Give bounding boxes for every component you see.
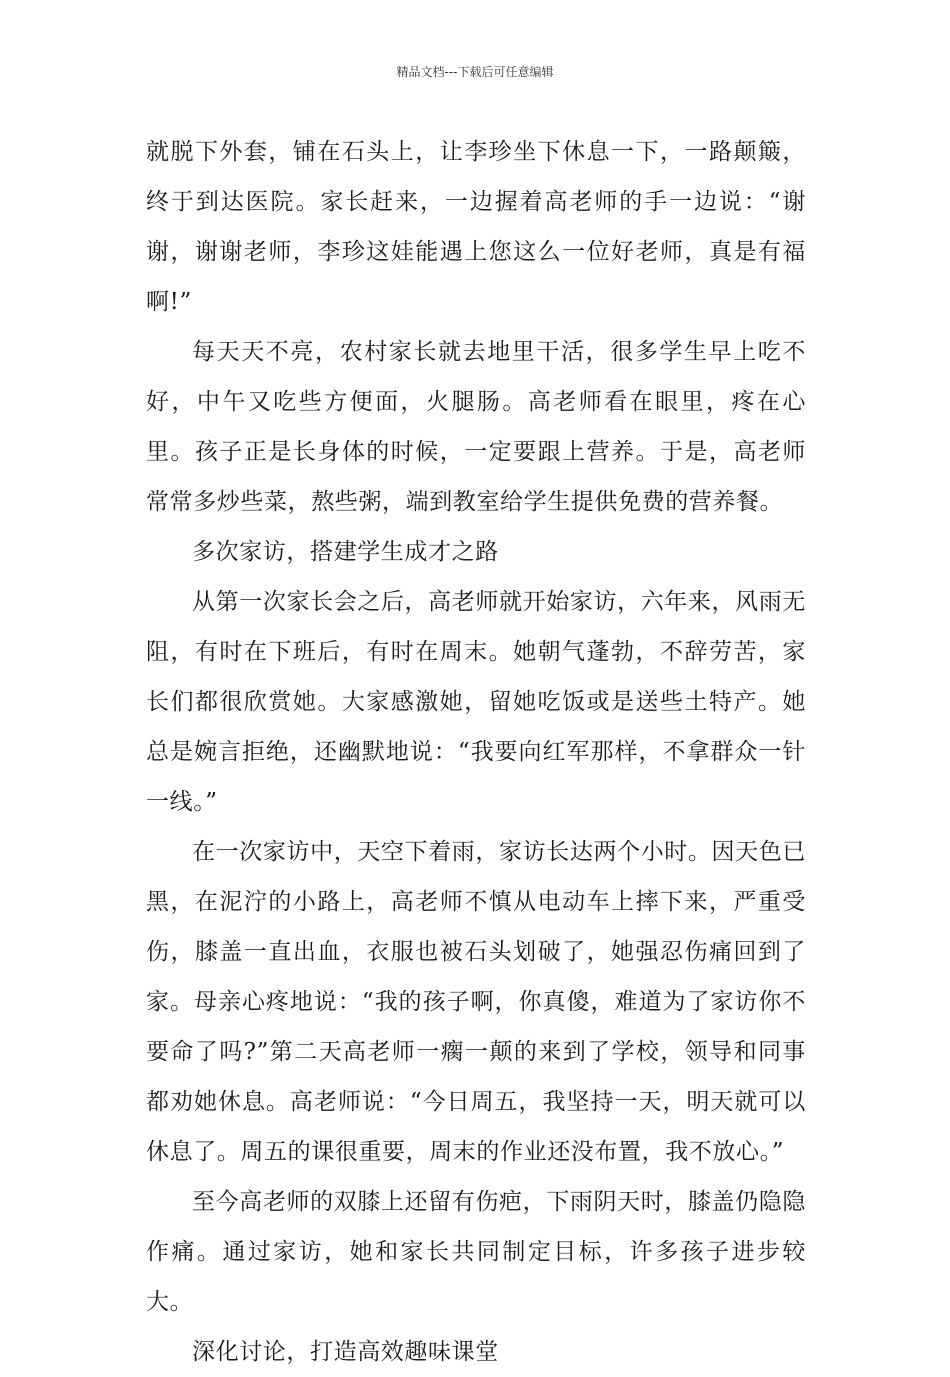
document-body [146,127,806,1377]
page-header: 精品文档---下载后可任意编辑 [396,65,554,79]
section-heading: 深化讨论，打造高效趣味课堂 [192,1339,499,1365]
section-heading: 多次家访，搭建学生成才之路 [192,539,499,565]
paragraph: 至今高老师的双膝上还留有伤疤，下雨阴天时，膝盖仍隐隐作痛。通过家访，她和家长共同制定目标，许多孩子进步较大。 [146,1189,806,1315]
paragraph: 在一次家访中，天空下着雨，家访长达两个小时。因天色已黑，在泥泞的小路上，高老师不慎从电动车上摔下来，严重受伤，膝盖一直出血，衣服也被石头划破了，她强忍伤痛回到了家。母亲心疼地说：“我的孩子啊，你真傻，难道为了家访你不要命了吗?”第二天高老师一瘸一颠的来到了学校，领导和同事都劝她休息。高老师说：“今日周五，我坚持一天，明天就可以休息了。周五的课很重要，周末的作业还没布置，我不放心。” [146,839,806,1165]
paragraph-continuation: 就脱下外套，铺在石头上，让李珍坐下休息一下，一路颠簸，终于到达医院。家长赶来，一边握着高老师的手一边说：“谢谢，谢谢老师，李珍这娃能遇上您这么一位好老师，真是有福啊!” [146,139,806,315]
paragraph: 每天天不亮，农村家长就去地里干活，很多学生早上吃不好，中午又吃些方便面，火腿肠。高老师看在眼里，疼在心里。孩子正是长身体的时候，一定要跟上营养。于是，高老师常常多炒些菜，熬些粥，端到教室给学生提供免费的营养餐。 [146,339,806,515]
paragraph: 从第一次家长会之后，高老师就开始家访，六年来，风雨无阻，有时在下班后，有时在周末。她朝气蓬勃，不辞劳苦，家长们都很欣赏她。大家感激她，留她吃饭或是送些土特产。她总是婉言拒绝，还幽默地说：“我要向红军那样，不拿群众一针一线。” [146,589,806,815]
